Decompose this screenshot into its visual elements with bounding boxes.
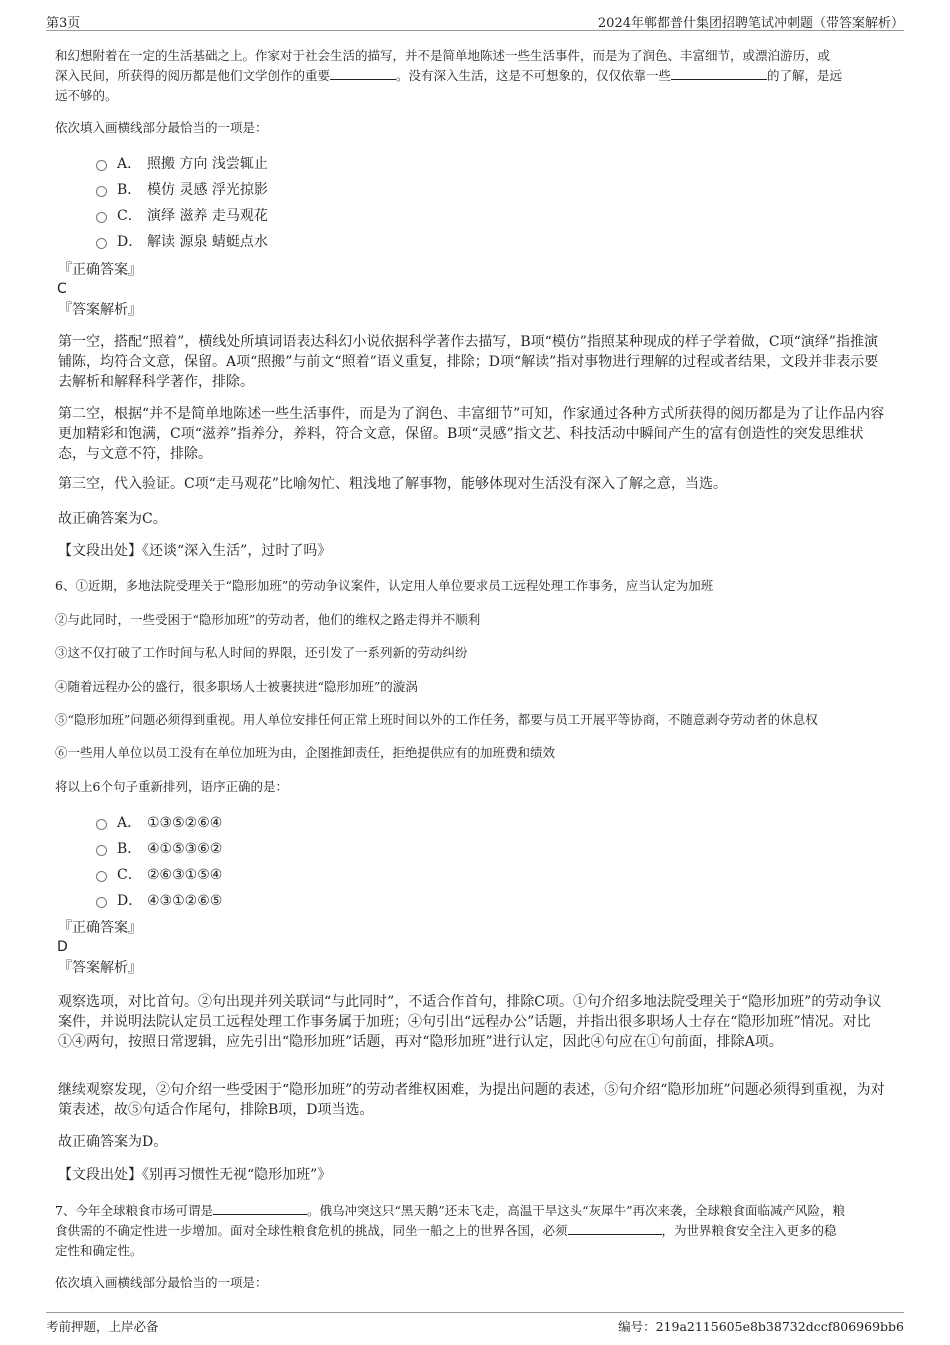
option-a[interactable]: A． 照搬 方向 浅尝辄止 [96,153,268,175]
analysis-paragraph: 观察选项，对比首句。②句出现并列关联词“与此同时”，不适合作首句，排除C项。①句介绍多地法院受理关于“隐形加班”的劳动争议案件，并说明法院认定员工远程处理工作事务属于加班；④句引出“远程办公”话题，并指出很多职场人士存在“隐形加班”情况。对比①④两句，按照日常逻辑，应先引出“隐形加班”话题，再对“隐形加班”进行认定，因此④句应在①句前面，排除A项。 [58,994,882,1050]
question-7-prompt: 依次填入画横线部分最恰当的一项是： [55,1275,268,1290]
page-header [46,10,904,31]
radio-icon[interactable] [96,212,107,223]
question-6-sentence: ⑥一些用人单位以员工没有在单位加班为由，企图推卸责任，拒绝提供应有的加班费和绩效 [55,745,556,760]
answer-blank [213,1202,307,1215]
footer-slogan: 考前押题，上岸必备 [46,1319,159,1334]
option-b[interactable]: B． 模仿 灵感 浮光掠影 [96,179,268,201]
document-title: 2024年郸都普什集团招聘笔试冲刺题（带答案解析） [597,16,904,31]
question-6-sentence: ②与此同时，一些受困于“隐形加班”的劳动者，他们的维权之路走得并不顺利 [55,612,481,627]
answer-blank [568,1222,662,1235]
document-id: 编号：219a2115605e8b38732dccf806969bb6 [618,1319,904,1334]
analysis-label: 『答案解析』 [58,302,142,318]
radio-icon[interactable] [96,845,107,856]
radio-icon[interactable] [96,897,107,908]
analysis-conclusion: 故正确答案为D。 [58,1134,168,1150]
answer-blank [671,67,767,80]
analysis-paragraph: 第三空，代入验证。C项“走马观花”比喻匆忙、粗浅地了解事物，能够体现对生活没有深入了解之意，当选。 [58,476,728,492]
question-5-prompt: 依次填入画横线部分最恰当的一项是： [55,120,268,135]
radio-icon[interactable] [96,871,107,882]
analysis-paragraph: 第二空，根据“并不是简单地陈述一些生活事件，而是为了润色、丰富细节”可知，作家通过各种方式所获得的阅历都是为了让作品内容更加精彩和饱满，C项“滋养”指养分，养料，符合文意，保留。B项“灵感”指文艺、科技活动中瞬间产生的富有创造性的突发思维状态，与文意不符，排除。 [58,406,885,462]
radio-icon[interactable] [96,186,107,197]
answer-blank [330,67,396,80]
correct-answer: D [57,939,68,955]
correct-answer-label: 『正确答案』 [58,920,142,936]
question-6-prompt: 将以上6个句子重新排列，语序正确的是： [55,779,288,794]
analysis-paragraph: 继续观察发现，②句介绍一些受困于“隐形加班”的劳动者维权困难，为提出问题的表述，⑤句介绍“隐形加班”问题必须得到重视，为对策表述，故⑤句适合作尾句，排除B项，D项当选。 [58,1082,885,1118]
option-c[interactable]: C． ②⑥③①⑤④ [96,864,222,886]
radio-icon[interactable] [96,819,107,830]
analysis-conclusion: 故正确答案为C。 [58,511,167,527]
option-a[interactable]: A． ①③⑤②⑥④ [96,812,222,834]
question-7-stem: 7、今年全球粮食市场可谓是 。俄乌冲突这只“黑天鹅”还未飞走，高温干旱这头“灰犀牛”再次来袭，全球粮食面临减产风险，粮 食供需的不确定性进一步增加。面对全球性粮食危机的挑战，同坐一船之上的世界各国，必须 ，为世界粮食安全注入更多的稳 定性和确定性。 [55,1203,846,1258]
option-d[interactable]: D． 解读 源泉 蜻蜓点水 [96,231,268,253]
radio-icon[interactable] [96,160,107,171]
analysis-label: 『答案解析』 [58,960,142,976]
correct-answer: C [57,281,67,297]
page-footer [46,1312,904,1337]
option-c[interactable]: C． 演绎 滋养 走马观花 [96,205,268,227]
option-d[interactable]: D． ④③①②⑥⑤ [96,890,222,912]
question-6-sentence: ③这不仅打破了工作时间与私人时间的界限，还引发了一系列新的劳动纠纷 [55,645,468,660]
radio-icon[interactable] [96,238,107,249]
question-6-sentence: ⑤“隐形加班”问题必须得到重视。用人单位安排任何正常上班时间以外的工作任务，都要与员工开展平等协商，不随意剥夺劳动者的休息权 [55,712,818,727]
analysis-paragraph: 第一空，搭配“照着”，横线处所填词语表达科幻小说依据科学著作去描写，B项“模仿”指照某种现成的样子学着做，C项“演绎”指推演铺陈，均符合文意，保留。A项“照搬”与前文“照着”语义重复，排除；D项“解读”指对事物进行理解的过程或者结果，文段并非表示要去解析和解释科学著作，排除。 [58,334,879,390]
correct-answer-label: 『正确答案』 [58,262,142,278]
page-number: 第3页 [46,16,81,31]
question-6-sentence: ④随着远程办公的盛行，很多职场人士被裹挟进“隐形加班”的漩涡 [55,679,418,694]
question-6-sentence: 6、①近期，多地法院受理关于“隐形加班”的劳动争议案件，认定用人单位要求员工远程处理工作事务，应当认定为加班 [55,578,714,593]
question-5-stem: 和幻想附着在一定的生活基础之上。作家对于社会生活的描写，并不是简单地陈述一些生活事件，而是为了润色、丰富细节，或漂泊游历，或 深入民间，所获得的阅历都是他们文学创作的重要 。没有深入生活，这是不可想象的，仅仅依靠一些 的了解，是远 远不够的。 [55,48,843,103]
text-source: 【文段出处】《别再习惯性无视“隐形加班”》 [58,1167,332,1183]
option-b[interactable]: B． ④①⑤③⑥② [96,838,222,860]
text-source: 【文段出处】《还谈“深入生活”，过时了吗》 [58,543,332,559]
